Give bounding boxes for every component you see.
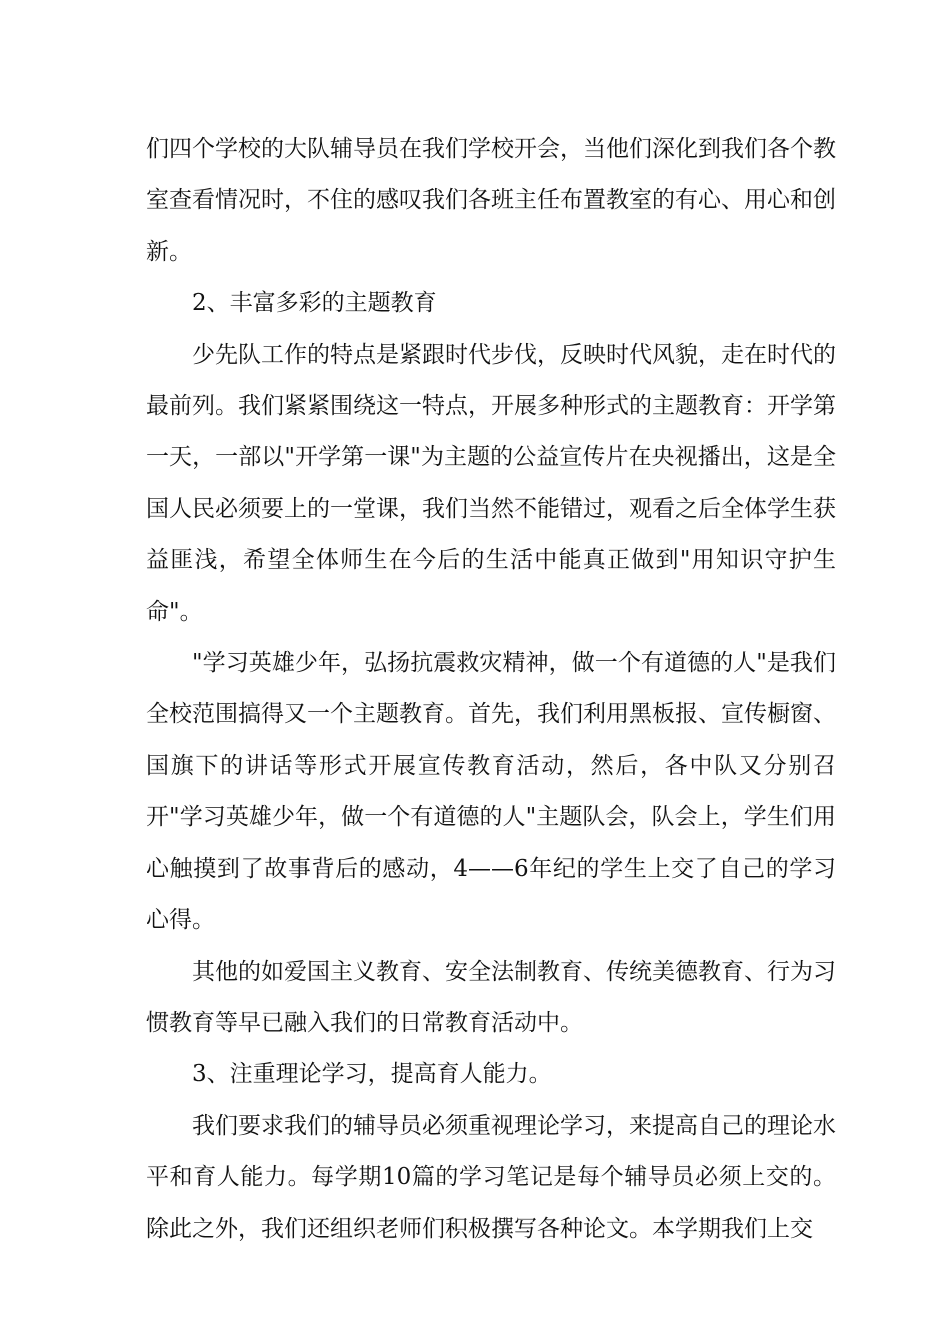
paragraph-4: "学习英雄少年，弘扬抗震救灾精神，做一个有道德的人"是我们全校范围搞得又一个主题教育。首先，我们利用黑板报、宣传橱窗、国旗下的讲话等形式开展宣传教育活动，然后，各中队又分别召开"学习英雄少年，做一个有道德的人"主题队会，队会上，学生们用心触摸到了故事背后的感动，4——6年纪的学生上交了自己的学习心得。	[146, 650, 836, 934]
paragraph-5: 其他的如爱国主义教育、安全法制教育、传统美德教育、行为习惯教育等早已融入我们的日常教育活动中。	[146, 958, 836, 1036]
section-heading-2: 2、丰富多彩的主题教育	[192, 290, 437, 317]
paragraph-3: 少先队工作的特点是紧跟时代步伐，反映时代风貌，走在时代的最前列。我们紧紧围绕这一特点，开展多种形式的主题教育：开学第一天，一部以"开学第一课"为主题的公益宣传片在央视播出，这是全国人民必须要上的一堂课，我们当然不能错过，观看之后全体学生获益匪浅，希望全体师生在今后的生活中能真正做到"用知识守护生命"。	[146, 341, 836, 625]
paragraph-7: 我们要求我们的辅导员必须重视理论学习，来提高自己的理论水平和育人能力。每学期10篇的学习笔记是每个辅导员必须上交的。除此之外，我们还组织老师们积极撰写各种论文。本学期我们上交	[146, 1112, 836, 1242]
section-heading-3: 3、注重理论学习，提高育人能力。	[192, 1061, 552, 1088]
paragraph-1: 们四个学校的大队辅导员在我们学校开会，当他们深化到我们各个教室查看情况时，不住的感叹我们各班主任布置教室的有心、用心和创新。	[146, 136, 836, 265]
document-body	[146, 124, 836, 1255]
